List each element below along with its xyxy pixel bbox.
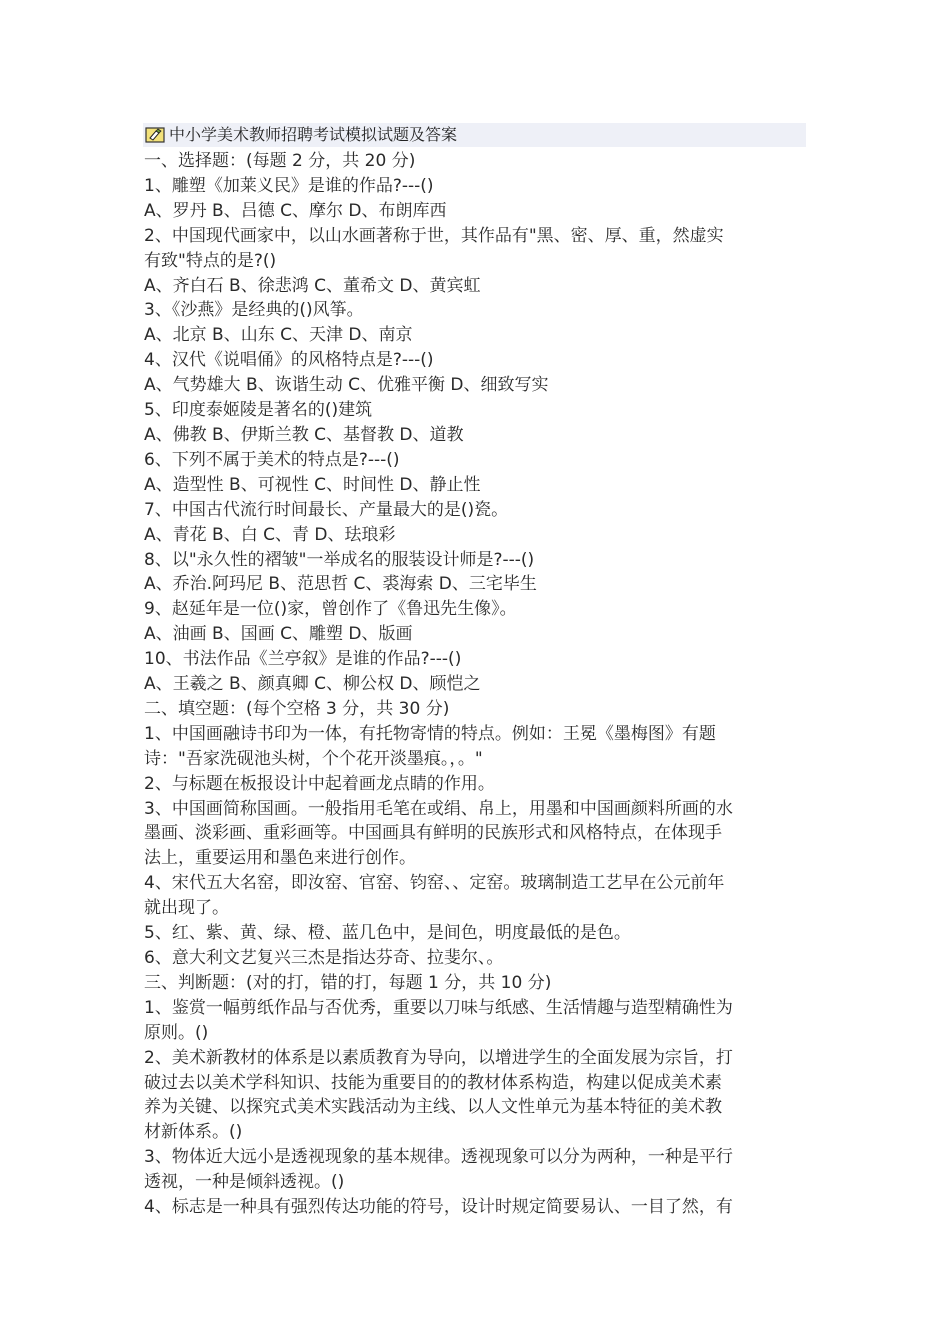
text-line: 2、美术新教材的体系是以素质教育为导向，以增进学生的全面发展为宗旨，打 [144,1047,733,1068]
text-line: 墨画、淡彩画、重彩画等。中国画具有鲜明的民族形式和风格特点，在体现手 [144,823,722,844]
text-line: 6、下列不属于美术的特点是?---() [144,449,400,470]
text-line: A、王羲之 B、颜真卿 C、柳公权 D、顾恺之 [144,674,481,695]
document-title: 中小学美术教师招聘考试模拟试题及答案 [169,125,458,144]
text-line: 二、填空题：(每个空格 3 分，共 30 分) [144,698,450,719]
text-line: 1、鉴赏一幅剪纸作品与否优秀，重要以刀味与纸感、生活情趣与造型精确性为 [144,997,733,1018]
text-line: A、青花 B、白 C、青 D、珐琅彩 [144,524,396,545]
text-line: 6、意大利文艺复兴三杰是指达芬奇、拉斐尔、。 [144,948,504,968]
document-icon [145,127,165,143]
document-body [144,149,808,1220]
text-line: 9、赵延年是一位()家，曾创作了《鲁迅先生像》。 [144,599,517,620]
text-line: 3、《沙燕》是经典的()风筝。 [144,300,364,321]
text-line: A、油画 B、国画 C、雕塑 D、版画 [144,624,413,645]
text-line: 1、雕塑《加莱义民》是谁的作品?---() [144,175,434,196]
text-line: A、齐白石 B、徐悲鸿 C、董希文 D、黄宾虹 [144,275,481,296]
text-line: 8、以"永久性的褶皱"一举成名的服装设计师是?---() [144,549,535,570]
text-line: 破过去以美术学科知识、技能为重要目的的教材体系构造，构建以促成美术素 [144,1072,722,1093]
text-line: 材新体系。() [144,1122,243,1143]
text-line: 4、汉代《说唱俑》的风格特点是?---() [144,350,434,371]
text-line: 养为关键、以探究式美术实践活动为主线、以人文性单元为基本特征的美术教 [144,1097,722,1118]
text-line: 有致"特点的是?() [144,250,277,271]
text-line: 5、红、紫、黄、绿、橙、蓝几色中，是间色，明度最低的是色。 [144,923,631,944]
text-line: 5、印度泰姬陵是著名的()建筑 [144,400,373,421]
text-line: 2、中国现代画家中，以山水画著称于世，其作品有"黑、密、厚、重，然虚实 [144,225,724,246]
text-line: 4、宋代五大名窑，即汝窑、官窑、钧窑、、定窑。玻璃制造工艺早在公元前年 [144,873,725,894]
text-line: 就出现了。 [144,898,229,919]
text-line: 原则。() [144,1022,209,1043]
text-line: A、罗丹 B、吕德 C、摩尔 D、布朗库西 [144,200,447,221]
text-line: A、造型性 B、可视性 C、时间性 D、静止性 [144,474,481,495]
text-line: A、佛教 B、伊斯兰教 C、基督教 D、道教 [144,424,464,445]
text-line: 三、判断题：(对的打，错的打，每题 1 分，共 10 分) [144,972,552,993]
text-line: 透视，一种是倾斜透视。() [144,1172,345,1193]
text-line: 10、书法作品《兰亭叙》是谁的作品?---() [144,649,462,670]
text-line: 4、标志是一种具有强烈传达功能的符号，设计时规定简要易认、一目了然，有 [144,1197,733,1218]
text-line: A、北京 B、山东 C、天津 D、南京 [144,325,413,346]
text-line: 2、与标题在板报设计中起着画龙点睛的作用。 [144,773,495,794]
text-line: 一、选择题：(每题 2 分，共 20 分) [144,151,416,171]
text-line: 7、中国古代流行时间最长、产量最大的是()瓷。 [144,499,509,520]
text-line: 法上，重要运用和墨色来进行创作。 [144,848,416,869]
text-line: A、乔治.阿玛尼 B、范思哲 C、裘海索 D、三宅毕生 [144,574,537,595]
text-line: 诗："吾家洗砚池头树，个个花开淡墨痕。，。" [144,748,483,769]
text-line: 1、中国画融诗书印为一体，有托物寄情的特点。例如：王冕《墨梅图》有题 [144,723,716,744]
text-line: 3、物体近大远小是透视现象的基本规律。透视现象可以分为两种，一种是平行 [144,1147,733,1168]
text-line: A、气势雄大 B、诙谐生动 C、优雅平衡 D、细致写实 [144,375,549,396]
text-line: 3、中国画简称国画。一般指用毛笔在或绢、帛上，用墨和中国画颜料所画的水 [144,798,733,819]
document-title-bar [143,123,806,147]
